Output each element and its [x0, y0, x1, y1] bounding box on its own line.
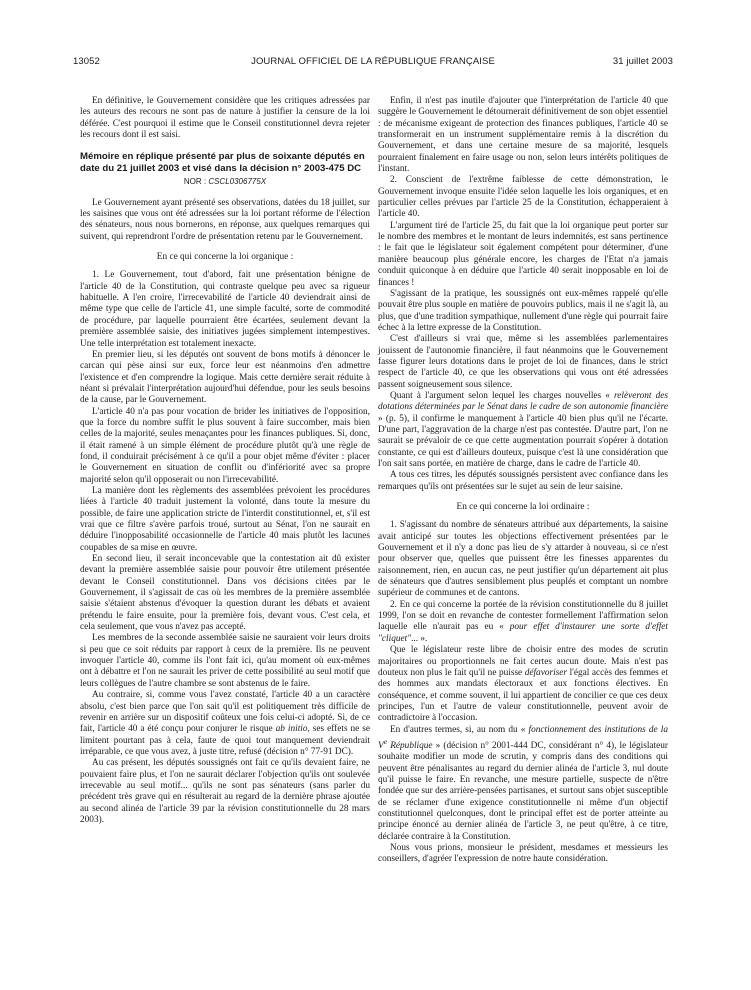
text-run: Au contraire, si, comme vous l'avez constaté, l'article 40 a un caractère absolu, c'est bien parce que l'on sait qu'il est politiquement très difficile de revenir en arrière sur un dispositif coûteux une fois celui-ci adopté. Si, de ce fait, l'article 40 a été conçu pour conjurer le risque: [80, 690, 370, 735]
paragraph: [378, 600, 668, 645]
paragraph: Au cas présent, les députés soussignés ont fait ce qu'ils devaient faire, ne pouvaient faire plus, et l'on ne saurait déclarer l'objection qu'ils ont soulevée irrecevable au seul motif... qu'ils ne sont pas sénateurs (sans parler du précédent très grave qui en résulterait au regard de la dernière phrase ajoutée au second alinéa de l'article 39 par la révision constitutionnelle du 28 mars 2003).: [80, 758, 370, 825]
text-run: Quant à l'argument selon lequel les charges nouvelles «: [390, 390, 614, 401]
italic-run: relèveront des dotations déterminées par le Sénat dans le cadre de son autonomie financière: [378, 390, 668, 413]
journal-title: JOURNAL OFFICIEL DE LA RÉPUBLIQUE FRANÇAISE: [251, 56, 495, 67]
superscript: e: [383, 736, 388, 746]
subheading-organic-law: En ce qui concerne la loi organique :: [156, 252, 294, 263]
page-number: 13052: [73, 56, 100, 67]
italic-run: fonctionnement des institutions de la V: [378, 724, 668, 751]
nor-label: NOR :: [183, 177, 207, 187]
subheading-ordinary-law: En ce qui concerne la loi ordinaire :: [456, 502, 590, 513]
text-run: l'égal accès des femmes et des hommes aux mandats électoraux et aux fonctions électives. En conséquence, et comme souvent, il lui appartient de concilier ce que ces deux principes, l'un et l'autre de valeur constitutionnelle, peuvent avoir de contradictoire à l'occasion.: [378, 667, 668, 724]
paragraph: Le Gouvernement ayant présenté ses observations, datées du 18 juillet, sur les saisines que vous ont été adressées sur la loi portant réforme de l'élection des sénateurs, nous nous bornerons, en réponse, aux quelques remarques qui suivent, qui reprendront l'ordre de présentation retenu par le Gouvernement.: [80, 197, 370, 242]
text-run: En d'autres termes, si, au nom du «: [390, 724, 529, 735]
paragraph: A tous ces titres, les députés soussignés persistent avec confiance dans les remarques qu'ils ont présentées sur le sujet au sein de leur saisine.: [378, 470, 668, 492]
text-run: » (décision n° 2001-444 DC, considérant n° 4), le législateur souhaite modifier un mode de scrutin, y compris dans des conditions qui peuvent être pénalisantes au regard du dernier alinéa de l'article 3, nul doute qu'il puisse le faire. En revanche, une mesure partielle, suspecte de n'être fondée que sur des arrière-pensées partisanes, et surtout sans objet susceptible de se réclamer d'une exigence constitutionnelle ni même d'un objectif constitutionnel quelconques, dont le principal effet est de porter atteinte au principe énoncé au dernier alinéa de l'article 3, ne peut qu'être, à ce titre, déclarée contraire à la Constitution.: [378, 741, 668, 842]
text-run: , ses effets ne se limitent pourtant pas à cela, faute de quoi tout manquement deviendrait irréparable, ce que vous avez, à juste titre, refusé (décision n° 77-91 DC).: [80, 724, 371, 757]
paragraph: La manière dont les règlements des assemblées prévoient les procédures liées à l'article 40 traduit justement la volonté, dans toute la mesure du possible, de faire une application stricte de l'interdit constitutionnel, et, s'il est vrai que ce filtre s'avère parfois troué, surtout au Sénat, l'on ne saurait en déduire l'inopposabilité occasionnelle de l'article 40 mais plutôt les lacunes coupables de sa mise en œuvre.: [80, 485, 370, 553]
nor-code: CSCL0306775X: [208, 177, 267, 187]
italic-run: pour effet d'instaurer une sorte d'effet "cliquet": [378, 622, 668, 644]
page-header: [73, 56, 673, 70]
publication-date: 31 juillet 2003: [612, 56, 673, 67]
text-run: Que le législateur reste libre de choisir entre des modes de scrutin majoritaires ou proportionnels ne fait certes aucun doute. Mais n'est pas douteux non plus le fait qu'il ne puisse: [378, 645, 668, 678]
paragraph: 2. Conscient de l'extrême faiblesse de cette démonstration, le Gouvernement invoque ensuite l'idée selon laquelle les lois organiques, et en particulier celles prévues par l'article 25 de la Constitution, échapperaient à l'article 40.: [378, 175, 668, 220]
italic-run: ab initio: [275, 724, 308, 735]
paragraph: L'article 40 n'a pas pour vocation de brider les initiatives de l'opposition, que la force du nombre suffit le plus souvent à faire succomber, mais bien celles de la majorité, seules menaçantes pour les finances publiques. Si, donc, il était ramené à un simple élément de procédure plutôt qu'à une règle de fond, il conduirait précisément à ce qu'il a pour objet même d'éviter : placer le Gouvernement en situation de conflit ou d'infériorité avec sa propre majorité selon qu'il opposerait ou non l'irrecevabilité.: [80, 406, 370, 485]
nor-reference: [80, 176, 370, 187]
paragraph: Les membres de la seconde assemblée saisie ne sauraient voir leurs droits si peu que ce soit réduits par rapport à ceux de la première. Ils ne peuvent invoquer l'article 40, comme ils l'ont fait ici, qu'au moment où eux-mêmes ont à débattre et l'on ne saurait les priver de cette possibilité au seul motif que leurs collègues de l'autre chambre se sont abstenus de le faire.: [80, 633, 370, 689]
intro-paragraph: En définitive, le Gouvernement considère que les critiques adressées par les auteurs des recours ne sont pas de nature à justifier la censure de la loi déférée. C'est pourquoi il estime que le Conseil constitutionnel devra rejeter les recours dont il est saisi.: [80, 96, 370, 141]
text-run: ... ».: [411, 633, 428, 644]
paragraph: [378, 645, 668, 724]
section-heading: Mémoire en réplique présenté par plus de soixante députés en date du 21 juillet 2003 et visé dans la décision n° 2003-475 DC: [80, 151, 365, 174]
paragraph: [378, 391, 668, 470]
paragraph: Enfin, il n'est pas inutile d'ajouter que l'interprétation de l'article 40 que suggère le Gouvernement le détournerait définitivement de son objet essentiel : de mécanisme exigeant de protection des finances publiques, l'article 40 se transformerait en un instrument supplémentaire remis à la discrétion du Gouvernement, et dans une certaine mesure de sa majorité, lesquels pourraient finalement en faire usage ou non, selon leurs intérêts politiques de l'instant.: [378, 96, 668, 175]
paragraph: 1. Le Gouvernement, tout d'abord, fait une présentation bénigne de l'article 40 de la Constitution, qui contraste quelque peu avec sa rigueur habituelle. A l'en croire, l'irrecevabilité de l'article 40 deviendrait ainsi de même type que celle de l'article 41, une simple faculté, sorte de commodité de procédure, par laquelle pourraient être écartées, seulement devant la première assemblée saisie, des initiatives jugées simplement intempestives. Une telle interprétation est totalement inexacte.: [80, 270, 370, 349]
paragraph: S'agissant de la pratique, les soussignés ont eux-mêmes rappelé qu'elle pouvait être plus souple en matière de pouvoirs publics, mais il ne s'agit là, au plus, que d'une tradition sympathique, nullement d'une règle qui pourrait faire échec à la lettre expresse de la Constitution.: [378, 288, 668, 333]
italic-run: défavoriser: [524, 667, 568, 678]
paragraph: 1. S'agissant du nombre de sénateurs attribué aux départements, la saisine avait anticipé sur toutes les objections effectivement présentées par le Gouvernement et il n'y a donc pas lieu de s'y attarder à nouveau, si ce n'est pour observer que, quelles que puissent être les finesses apparentes du raisonnement, rien, en aucun cas, ne peut justifier qu'un département ait plus de sénateurs que d'autres sensiblement plus peuplés et comptant un nombre supérieur de communes et de cantons.: [378, 520, 668, 599]
text-run: 2. En ce qui concerne la portée de la révision constitutionnelle du 8 juillet 1999, l'on se doit en revanche de contester formellement l'affirmation selon laquelle elle n'aurait pas eu «: [378, 599, 668, 633]
paragraph: L'argument tiré de l'article 25, du fait que la loi organique peut porter sur le nombre des membres et le montant de leurs indemnités, est sans pertinence : le fait que le législateur soit également compétent pour déterminer, d'une manière beaucoup plus générale encore, les charges de l'Etat n'a jamais conduit quiconque à en déduire que l'article 40 serait inopposable en loi de finances !: [378, 220, 668, 288]
right-column: [378, 96, 668, 866]
paragraph: En second lieu, il serait inconcevable que la contestation ait dû exister devant la première assemblée saisie pour pouvoir être utilement présentée devant le Conseil constitutionnel. Dans vos décisions citées par le Gouvernement, il s'agissait de cas où les membres de la première assemblée saisie s'étaient abstenus d'évoquer la question durant les débats et avaient prétendu le faire ensuite, pour la première fois, devant vous. C'est cela, et cela seulement, que vous n'avez pas accepté.: [80, 554, 370, 633]
closing-paragraph: Nous vous prions, monsieur le président, mesdames et messieurs les conseillers, d'agréer l'expression de notre haute considération.: [378, 843, 668, 865]
left-column: [80, 96, 370, 826]
paragraph: En premier lieu, si les députés ont souvent de bons motifs à dénoncer le carcan qui pèse ainsi sur eux, force leur est néanmoins d'en admettre l'existence et d'en comprendre la logique. Mais cette dernière serait réduite à néant si prévalait l'interprétation aujourd'hui défendue, pour les seuls besoins de la cause, par le Gouvernement.: [80, 349, 370, 406]
italic-run: République: [387, 741, 433, 751]
text-run: » (p. 5), il confirme le manquement à l'article 40 bien plus qu'il ne l'écarte. D'une part, l'aggravation de la charge n'est pas contestée. D'autre part, l'on ne saurait se prévaloir de ce que cette augmentation pourrait s'opérer à dotation constante, ce qui est d'ailleurs douteux, puisque c'est là une considération que l'on sait sans portée, en matière de charge, dans le cadre de l'article 40.: [378, 413, 668, 469]
paragraph: C'est d'ailleurs si vrai que, même si les assemblées parlementaires jouissent de l'autonomie financière, il faut néanmoins que le Gouvernement fasse figurer leurs dotations dans le projet de loi de finances, dans le strict respect de l'article 40, ce que les observations qui vous ont été adressées passent soigneusement sous silence.: [378, 334, 668, 390]
paragraph: [378, 725, 668, 844]
paragraph: [80, 690, 370, 758]
